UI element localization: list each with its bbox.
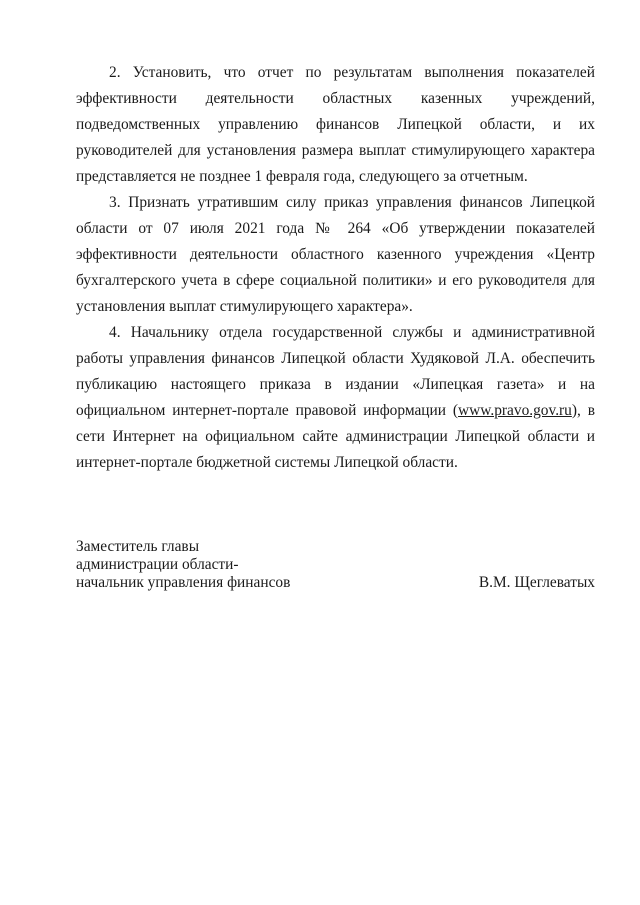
signer-position-line-2: администрации области-: [76, 556, 239, 573]
document-body: [76, 60, 595, 476]
paragraph-2: 2. Установить, что отчет по результатам выполнения показателей эффективности деятельности областных казенных учреждений, подведомственных управлению финансов Липецкой области, и их руководителей для установления размера выплат стимулирующего характера представляется не позднее 1 февраля года, следующего за отчетным.: [76, 64, 595, 185]
paragraph-4-text-after: ), в сети Интернет на официальном сайте администрации Липецкой области и интернет-портале бюджетной системы Липецкой области.: [76, 402, 595, 471]
paragraph-4: [76, 320, 595, 476]
paragraph-3: 3. Признать утратившим силу приказ управления финансов Липецкой области от 07 июля 2021 года № 264 «Об утверждении показателей эффективности деятельности областного казенного учреждения «Центр бухгалтерского учета в сфере социальной политики» и его руководителя для установления выплат стимулирующего характера».: [76, 194, 595, 315]
signature-last-line: [76, 574, 595, 592]
signer-position-line-3: начальник управления финансов: [76, 574, 291, 591]
paragraph-4-text-before: 4. Начальнику отдела государственной службы и административной работы управления финансов Липецкой области Худяковой Л.А. обеспечить публикацию настоящего приказа в издании «Липецкая газета» и на официальном интернет-портале правовой информации (: [76, 324, 595, 419]
pravo-gov-link[interactable]: www.pravo.gov.ru: [458, 402, 572, 419]
signature-block: [76, 538, 595, 592]
signer-name: В.М. Щеглеватых: [478, 574, 595, 591]
signer-position-line-1: Заместитель главы: [76, 538, 200, 555]
